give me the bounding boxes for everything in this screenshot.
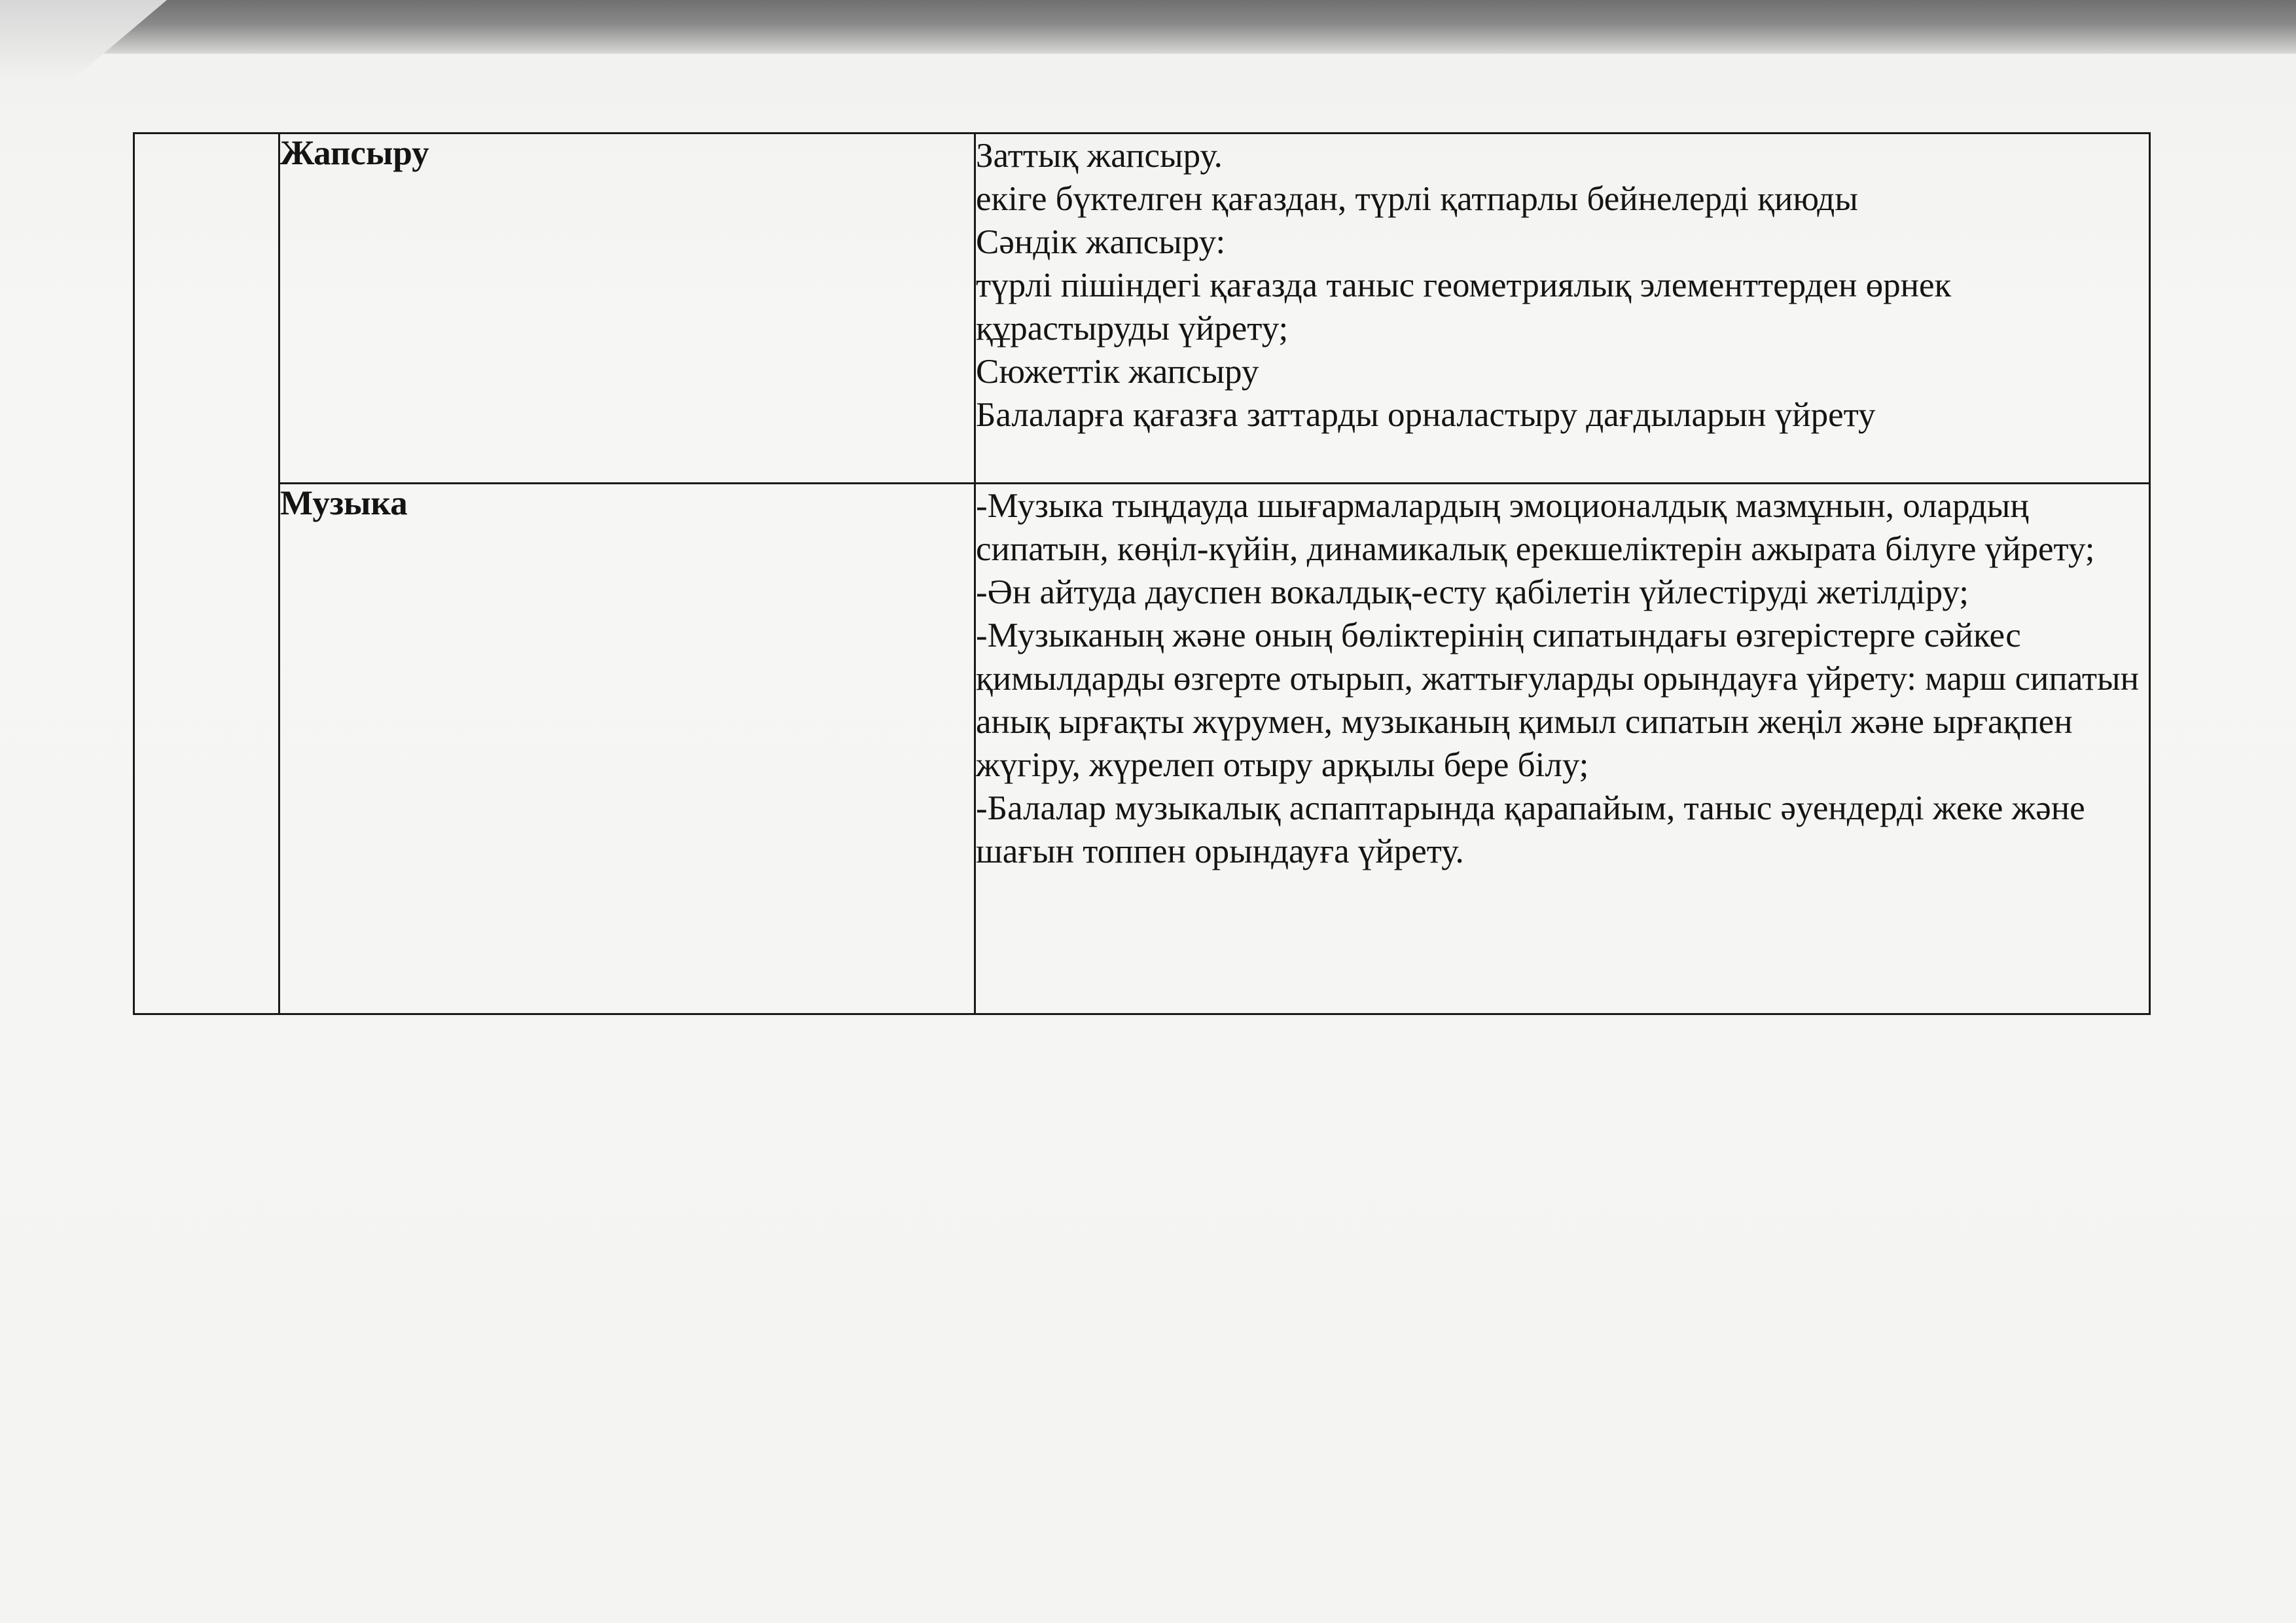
- description-line: -Балалар музыкалық аспаптарында қарапайым, таныс әуендерді жеке және шағын топпен орындауға үйрету.: [976, 789, 2094, 870]
- table-side-cell: [134, 134, 279, 1014]
- table-row: [134, 484, 2150, 1014]
- description-line: Сәндік жапсыру:: [976, 223, 1226, 261]
- description-line: екіге бүктелген қағаздан, түрлі қатпарлы бейнелерді қиюды: [976, 180, 1858, 218]
- description-line: -Музыканың және оның бөліктерінің сипатындағы өзгерістерге сәйкес қимылдарды өзгерте отырып, жаттығуларды орындауға үйрету: марш сипатын анық ырғақты жүрумен, музыканың қимыл сипатын жеңіл және ырғақпен жүгіру, жүрелеп отыру арқылы бере білу;: [976, 616, 2148, 784]
- subject-title: Музыка: [280, 484, 408, 522]
- description-line: түрлі пішіндегі қағазда таныс геометриялық элементтерден өрнек: [976, 266, 1952, 304]
- description-line: Сюжеттік жапсыру: [976, 353, 1259, 391]
- description-cell: [975, 484, 2150, 1014]
- subject-cell: [279, 484, 975, 1014]
- scan-edge-shadow: [0, 0, 2296, 54]
- description-cell: [975, 134, 2150, 484]
- description-line: Балаларға қағазға заттарды орналастыру дағдыларын үйрету: [976, 396, 1876, 434]
- description-line: Заттық жапсыру.: [976, 137, 1223, 175]
- subject-title: Жапсыру: [280, 134, 429, 172]
- description-line: -Музыка тыңдауда шығармалардың эмоционалдық мазмұнын, олардың сипатын, көңіл-күйін, динамикалық ерекшеліктерін ажырата білуге үйрету;: [976, 487, 2095, 568]
- curriculum-table: [133, 132, 2151, 1015]
- table-row: [134, 134, 2150, 484]
- description-line: -Ән айтуда дауспен вокалдық-есту қабілетін үйлестіруді жетілдіру;: [976, 573, 1969, 611]
- description-line: құрастыруды үйрету;: [976, 310, 1289, 348]
- subject-cell: [279, 134, 975, 484]
